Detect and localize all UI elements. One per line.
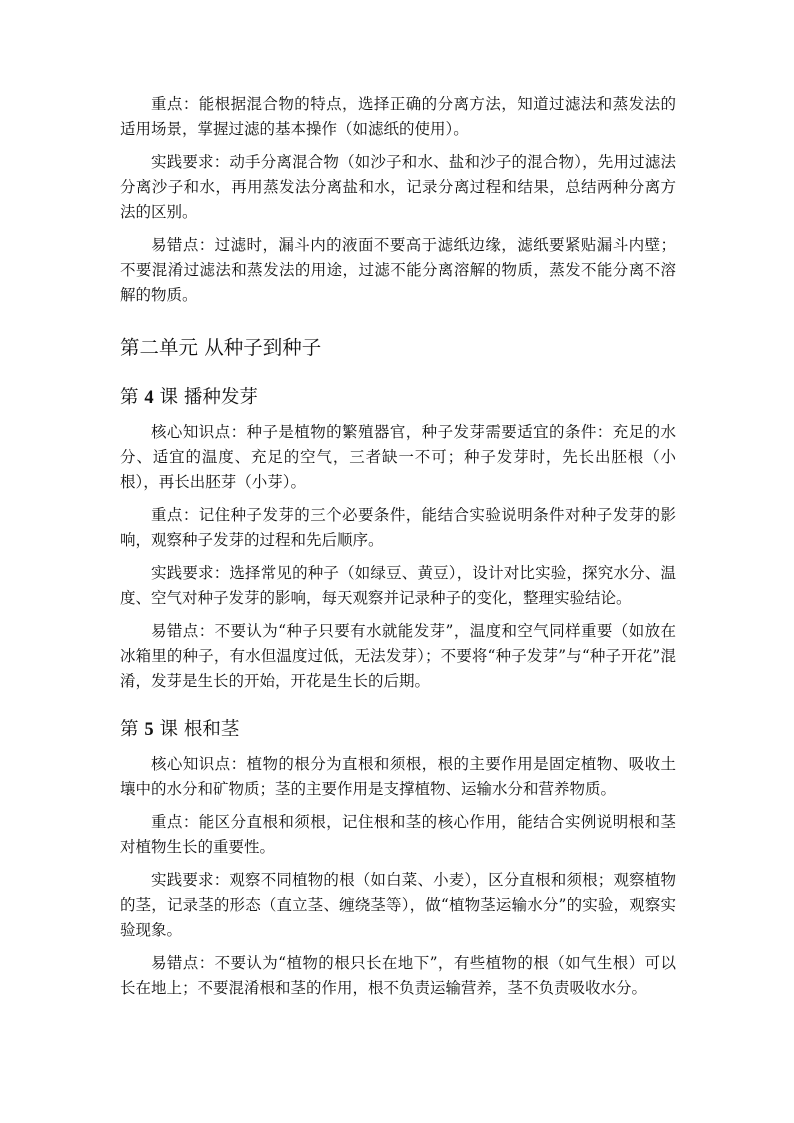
lesson-5-number: 5	[144, 720, 154, 740]
unit-title: 第二单元 从种子到种子	[120, 336, 322, 359]
lesson-5-prefix: 第	[120, 719, 139, 740]
intro-common-mistakes: 易错点：过滤时，漏斗内的液面不要高于滤纸边缘，滤纸要紧贴漏斗内壁；不要混淆过滤法和蒸发法的用途，过滤不能分离溶解的物质，蒸发不能分离不溶解的物质。	[120, 236, 676, 304]
lesson-5-core-knowledge: 核心知识点：植物的根分为直根和须根，根的主要作用是固定植物、吸收土壤中的水分和矿物质；茎的主要作用是支撑植物、运输水分和营养物质。	[120, 755, 676, 798]
lesson-4-key-points: 重点：记住种子发芽的三个必要条件，能结合实验说明条件对种子发芽的影响，观察种子发芽的过程和先后顺序。	[120, 506, 676, 549]
lesson-5-title	[120, 716, 676, 744]
document-page	[120, 92, 676, 1009]
intro-key-points: 重点：能根据混合物的特点，选择正确的分离方法，知道过滤法和蒸发法的适用场景，掌握过滤的基本操作（如滤纸的使用）。	[120, 95, 676, 138]
lesson-4-title	[120, 384, 676, 412]
lesson-4-practice: 实践要求：选择常见的种子（如绿豆、黄豆），设计对比实验，探究水分、温度、空气对种子发芽的影响，每天观察并记录种子的变化，整理实验结论。	[120, 564, 676, 607]
lesson-5-common-mistakes: 易错点：不要认为“植物的根只长在地下”，有些植物的根（如气生根）可以长在地上；不要混淆根和茎的作用，根不负责运输营养，茎不负责吸收水分。	[120, 954, 676, 997]
lesson-4-common-mistakes: 易错点：不要认为“种子只要有水就能发芽”，温度和空气同样重要（如放在冰箱里的种子，有水但温度过低，无法发芽）；不要将“种子发芽”与“种子开花”混淆，发芽是生长的开始，开花是生长的后期。	[120, 622, 676, 690]
lesson-5-key-points: 重点：能区分直根和须根，记住根和茎的核心作用，能结合实例说明根和茎对植物生长的重要性。	[120, 813, 676, 856]
lesson-5-practice: 实践要求：观察不同植物的根（如白菜、小麦），区分直根和须根；观察植物的茎，记录茎的形态（直立茎、缠绕茎等），做“植物茎运输水分”的实验，观察实验现象。	[120, 871, 676, 939]
lesson-4-core-knowledge: 核心知识点：种子是植物的繁殖器官，种子发芽需要适宜的条件：充足的水分、适宜的温度、充足的空气，三者缺一不可；种子发芽时，先长出胚根（小根），再长出胚芽（小芽）。	[120, 423, 676, 491]
lesson-4-name: 课 播种发芽	[159, 387, 258, 408]
lesson-4-number: 4	[144, 388, 154, 408]
lesson-4-prefix: 第	[120, 387, 139, 408]
intro-practice: 实践要求：动手分离混合物（如沙子和水、盐和沙子的混合物），先用过滤法分离沙子和水，再用蒸发法分离盐和水，记录分离过程和结果，总结两种分离方法的区别。	[120, 153, 676, 221]
lesson-5-name: 课 根和茎	[159, 719, 240, 740]
